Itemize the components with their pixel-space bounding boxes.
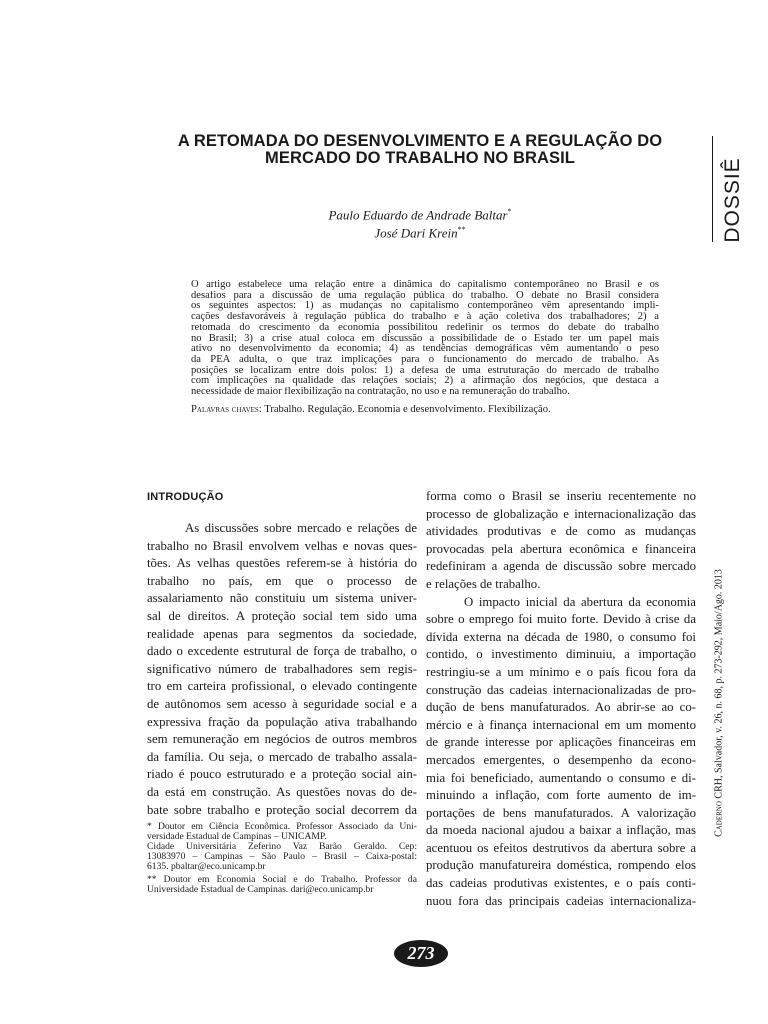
keywords-text: Trabalho. Regulação. Economia e desenvolvimento. Flexibilização.: [264, 404, 551, 415]
body-line: realidade apenas para segmentos da sociedade,: [147, 626, 417, 641]
body-line: contido, o investimento diminuiu, a importação: [426, 647, 696, 662]
body-line: tro em carteira profissional, o elevado contingente: [147, 679, 417, 694]
body-line: bate sobre trabalho e proteção social decorrem da: [147, 802, 417, 817]
footnote-1-line: versidade Estadual de Campinas – UNICAMP.: [147, 832, 327, 842]
section-label: DOSSIÊ: [721, 157, 744, 243]
journal-name: Caderno CRH,: [713, 775, 725, 837]
body-line: forma como o Brasil se inseriu recentemente no: [426, 489, 696, 503]
body-line: O impacto inicial da abertura da economia: [464, 594, 696, 609]
abstract-line: O artigo estabelece uma relação entre a dinâmica do capitalismo contemporâneo no Brasil e os: [191, 280, 659, 290]
body-line: da está em construção. As questões novas do de-: [147, 784, 417, 799]
body-line: da moeda nacional ajudou a baixar a inflação, mas: [426, 823, 696, 838]
body-line: sal de direitos. A proteção social tem sido uma: [147, 608, 417, 623]
body-line: dução de bens manufaturados. Ao abrir-se ao co-: [426, 700, 696, 715]
body-line: assalariamento não constituiu um sistema univer-: [147, 591, 417, 606]
body-line: trabalho no Brasil envolvem velhas e novas ques-: [147, 538, 417, 553]
body-line: sobre o emprego foi muito forte. Devido à crise da: [426, 612, 696, 627]
body-line: minuindo a inflação, com forte aumento de im-: [426, 788, 696, 803]
journal-reference: [714, 569, 725, 837]
journal-details: Salvador, v. 26, n. 68, p. 273-292, Maio/Ago. 2013: [713, 569, 725, 774]
body-line: redefiniram a agenda de discussão sobre mercado: [426, 559, 696, 574]
footnote-1-line: 6135. pbaltar@eco.unicamp.br: [147, 862, 266, 872]
author-2-mark: **: [457, 225, 466, 235]
footnote-1-line: 13083970 – Campinas – São Paulo – Brasil – Caixa-postal:: [147, 852, 417, 862]
abstract-line: da PEA adulta, o que traz implicações para o funcionamento do mercado de trabalho. As: [191, 354, 659, 365]
body-line: riado é pouco estruturado e a proteção social ain-: [147, 767, 417, 782]
author-1-mark: *: [507, 207, 512, 216]
authors-block: [260, 204, 580, 241]
body-line: restringiu-se a um mínimo e o país ficou fora da: [426, 664, 696, 679]
footnote-1-line: * Doutor em Ciência Econômica. Professor Associado da Uni-: [147, 822, 417, 832]
abstract-line: necessidade de maior flexibilização na contratação, no uso e na remuneração do trabalho.: [191, 387, 570, 398]
author-1: [260, 204, 580, 222]
body-line: portações de bens manufaturados. A valorização: [426, 805, 696, 820]
keywords-label: Palavras chaves:: [191, 404, 262, 415]
footnotes: [147, 822, 417, 895]
title-line-1: A RETOMADA DO DESENVOLVIMENTO E A REGULAÇÃO DO: [177, 132, 663, 150]
body-column-right: [426, 488, 696, 910]
abstract-line: cações desfavoráveis à regulação pública do trabalho e à ação coletiva dos trabalhadores; 2) a: [191, 312, 659, 323]
body-line: processo de globalização e internacionalização das: [426, 506, 696, 521]
page-number-badge: [394, 940, 448, 967]
body-line: expressiva fração da população ativa trabalhando: [147, 714, 417, 729]
body-line: acentuou os efeitos destrutivos da abertura sobre a: [426, 840, 696, 855]
body-line: nuou fora das principais cadeias internacionaliza-: [426, 893, 696, 908]
body-line: da família. Ou seja, o mercado de trabalho assala-: [147, 749, 417, 764]
abstract: [191, 280, 659, 398]
footnote-2-line: ** Doutor em Economia Social e do Trabalho. Professor da: [147, 875, 417, 885]
body-line: das cadeias produtivas existentes, e o país conti-: [426, 876, 696, 891]
body-line: atividades produtivas e de como as mudanças: [426, 524, 696, 539]
body-line: dado o excedente estrutural de força de trabalho, o: [147, 644, 417, 659]
body-column-left: [147, 520, 417, 819]
abstract-line: posições se localizam entre dois polos: 1) a defesa de uma estruturação do mercado de trabalho: [191, 365, 659, 376]
body-line: e relações de trabalho.: [426, 576, 541, 591]
article-title: [130, 133, 710, 167]
body-line: significativo número de trabalhadores sem regis-: [147, 661, 417, 676]
keywords: [191, 404, 659, 416]
abstract-line: com implicações na qualidade das relações sociais; 2) a afirmação dos negócios, que destaca a: [191, 376, 659, 387]
body-line: produção manufatureira doméstica, rompendo elos: [426, 858, 696, 873]
abstract-line: no Brasil; 3) a crise atual coloca em discussão a possibilidade de o Estado ter um papel mais: [191, 333, 659, 344]
body-line: tões. As velhas questões referem-se à história do: [147, 556, 417, 571]
author-1-name: Paulo Eduardo de Andrade Baltar: [328, 207, 508, 223]
section-heading-introduction: INTRODUÇÃO: [147, 491, 224, 503]
body-line: As discussões sobre mercado e relações de: [185, 521, 417, 535]
footnote-1-line: Cidade Universitária Zeferino Vaz Barão Geraldo. Cep:: [147, 842, 417, 852]
body-line: construção das cadeias internacionalizadas de pro-: [426, 682, 696, 697]
body-line: dívida externa na década de 1980, o consumo foi: [426, 629, 696, 644]
body-line: mercados emergentes, o desempenho da econo-: [426, 752, 696, 767]
body-line: provocadas pela abertura econômica e financeira: [426, 541, 696, 556]
abstract-line: retomada do crescimento da economia possibilitou redefinir os termos do debate do trabalho: [191, 322, 659, 333]
abstract-line: desafios para a discussão de uma regulação pública do trabalho. O debate no Brasil considera: [191, 290, 659, 301]
page-number: 273: [407, 943, 435, 963]
footnote-2-line: Universidade Estadual de Campinas. dari@eco.unicamp.br: [147, 885, 374, 895]
author-2-name: José Dari Krein: [374, 225, 458, 241]
body-line: de autônomos sem acesso à seguridade social e a: [147, 696, 417, 711]
body-line: sem remuneração em negócios de outros membros: [147, 732, 417, 747]
title-line-2: MERCADO DO TRABALHO NO BRASIL: [265, 149, 575, 167]
body-line: trabalho no país, em que o processo de: [147, 573, 417, 588]
abstract-line: os seguintes aspectos: 1) as mudanças no capitalismo contemporâneo vêm apresentando impli-: [191, 301, 659, 312]
body-line: mia foi beneficiado, aumentando o consumo e di-: [426, 770, 696, 785]
body-line: de grande interesse por aplicações financeiras em: [426, 735, 696, 750]
author-2: [260, 222, 580, 240]
body-line: mércio e à finança internacional em um momento: [426, 717, 696, 732]
abstract-line: ativo no desenvolvimento da economia; 4) as tendências demográficas vêm aumentando o peso: [191, 344, 659, 355]
